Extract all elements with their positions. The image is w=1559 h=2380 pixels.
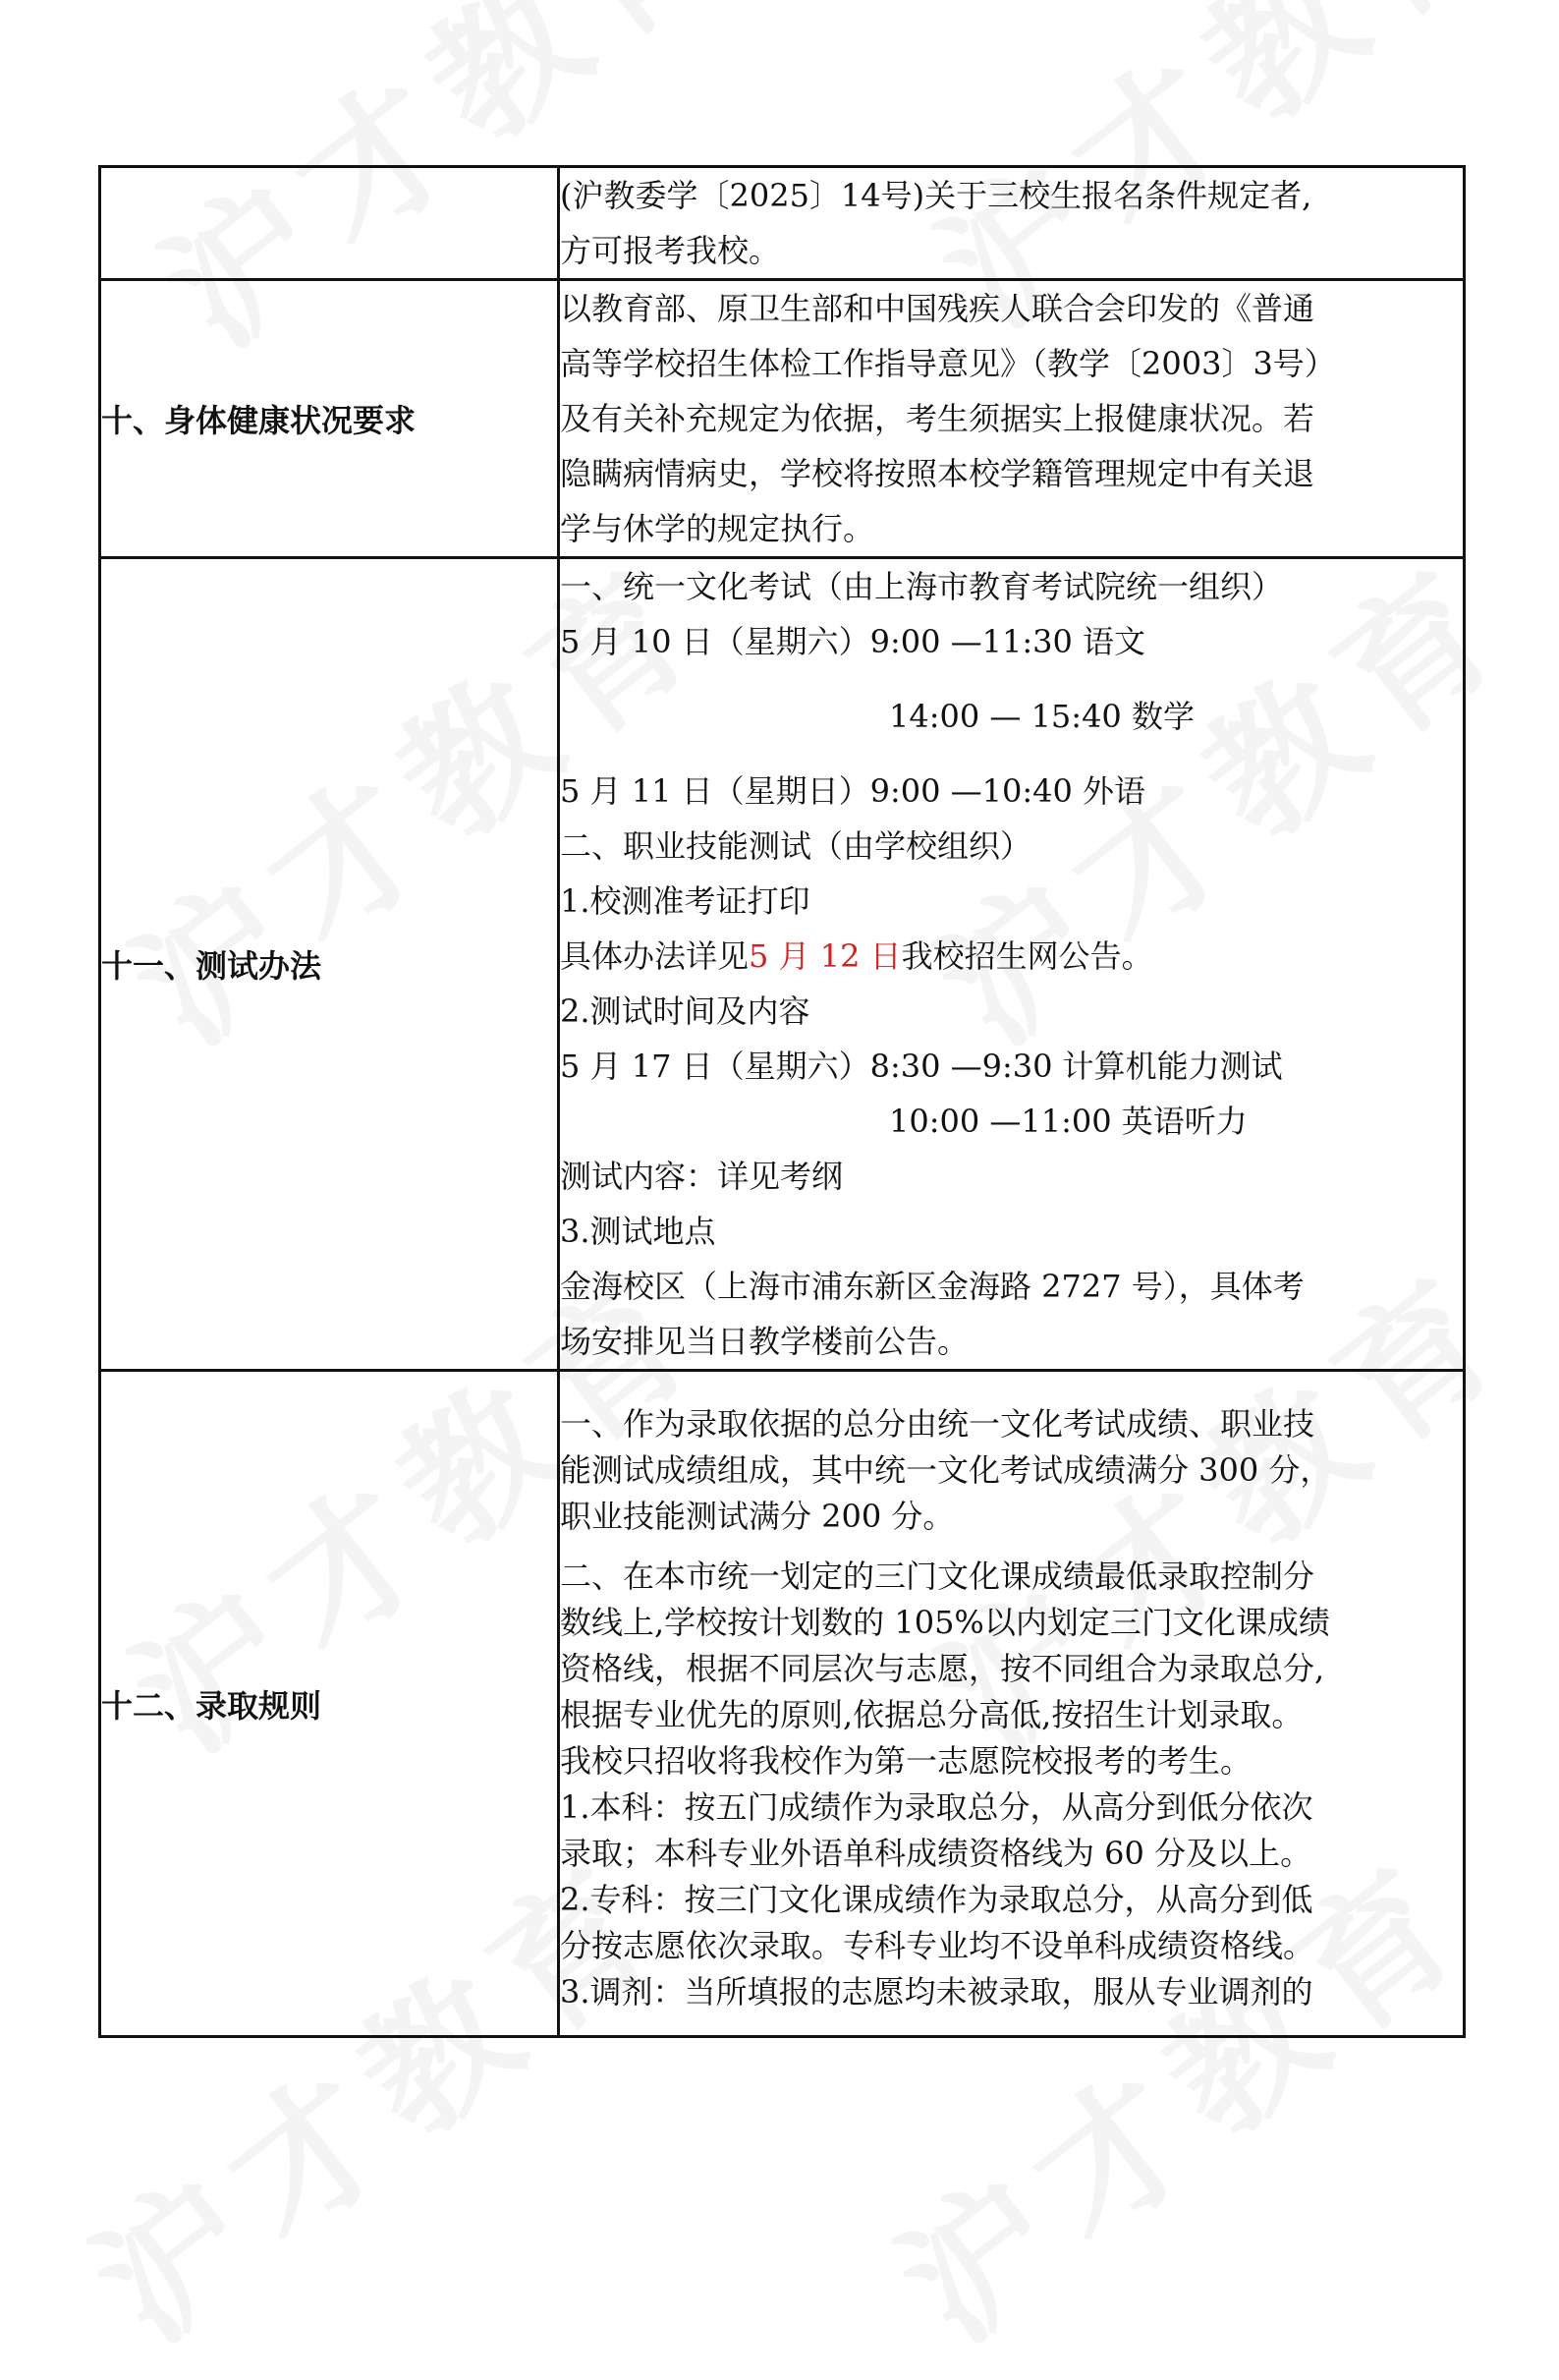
content-line: 金海校区（上海市浦东新区金海路 2727 号），具体考 [560, 1268, 1305, 1305]
content-line: 10:00 —11:00 英语听力 [889, 1103, 1248, 1140]
content-line: 5 月 10 日（星期六）9:00 —11:30 语文 [560, 623, 1146, 660]
content-line: 二、职业技能测试（由学校组织） [560, 827, 1032, 865]
row-label [100, 167, 559, 280]
content-line: 5 月 11 日（星期日）9:00 —10:40 外语 [560, 772, 1146, 810]
row-content [559, 280, 1465, 558]
content-line: 隐瞒病情病史，学校将按照本校学籍管理规定中有关退 [560, 455, 1315, 492]
content-line: 职业技能测试满分 200 分。 [560, 1498, 955, 1535]
row-label: 十一、测试办法 [100, 558, 559, 1371]
content-line: 能测试成绩组成，其中统一文化考试成绩满分 300 分， [560, 1451, 1332, 1489]
row-label: 十、身体健康状况要求 [100, 280, 559, 558]
content-line: 录取；本科专业外语单科成绩资格线为 60 分及以上。 [560, 1835, 1312, 1872]
content-line: 2.专科：按三门文化课成绩作为录取总分，从高分到低 [560, 1881, 1313, 1918]
content-line: 及有关补充规定为依据，考生须据实上报健康状况。若 [560, 400, 1315, 437]
admission-table [98, 165, 1466, 2038]
content-line: 3.调剂：当所填报的志愿均未被录取，服从专业调剂的 [560, 1973, 1313, 2011]
table-row [100, 167, 1465, 280]
content-line: 3.测试地点 [560, 1213, 716, 1250]
row-content [559, 1371, 1465, 2037]
highlight-date: 5 月 12 日 [749, 937, 902, 975]
content-line: 场安排见当日教学楼前公告。 [560, 1323, 970, 1360]
table-row [100, 558, 1465, 1371]
content-line: 1.校测准考证打印 [560, 882, 810, 920]
content-line: 学与休学的规定执行。 [560, 510, 875, 547]
row-label: 十二、录取规则 [100, 1371, 559, 2037]
content-line: 一、作为录取依据的总分由统一文化考试成绩、职业技 [560, 1405, 1315, 1443]
content-line: 资格线，根据不同层次与志愿，按不同组合为录取总分, [560, 1650, 1325, 1687]
content-line [560, 929, 1463, 984]
content-line: 高等学校招生体检工作指导意见》（教学〔2003〕3号） [560, 345, 1336, 382]
content-line: (沪教委学〔2025〕14号)关于三校生报名条件规定者, [560, 177, 1312, 214]
row-content [559, 167, 1465, 280]
table-row [100, 1371, 1465, 2037]
content-line: 14:00 — 15:40 数学 [889, 698, 1195, 735]
content-line: 一、统一文化考试（由上海市教育考试院统一组织） [560, 568, 1284, 605]
table-row [100, 280, 1465, 558]
content-line: 我校只招收将我校作为第一志愿院校报考的考生。 [560, 1742, 1253, 1780]
text-run: 具体办法详见 [560, 937, 750, 975]
content-line: 二、在本市统一划定的三门文化课成绩最低录取控制分 [560, 1558, 1315, 1595]
content-line: 测试内容：详见考纲 [560, 1158, 844, 1195]
content-line: 1.本科：按五门成绩作为录取总分，从高分到低分依次 [560, 1788, 1313, 1826]
content-line: 根据专业优先的原则,依据总分高低,按招生计划录取。 [560, 1696, 1304, 1733]
content-line: 2.测试时间及内容 [560, 992, 810, 1030]
content-line: 5 月 17 日（星期六）8:30 —9:30 计算机能力测试 [560, 1048, 1283, 1085]
text-run: 我校招生网公告。 [901, 937, 1153, 975]
content-line: 以教育部、原卫生部和中国残疾人联合会印发的《普通 [560, 290, 1315, 327]
content-line: 方可报考我校。 [560, 232, 781, 269]
content-line: 分按志愿依次录取。专科专业均不设单科成绩资格线。 [560, 1927, 1315, 1964]
row-content [559, 558, 1465, 1371]
content-line: 数线上,学校按计划数的 105%以内划定三门文化课成绩 [560, 1604, 1330, 1641]
